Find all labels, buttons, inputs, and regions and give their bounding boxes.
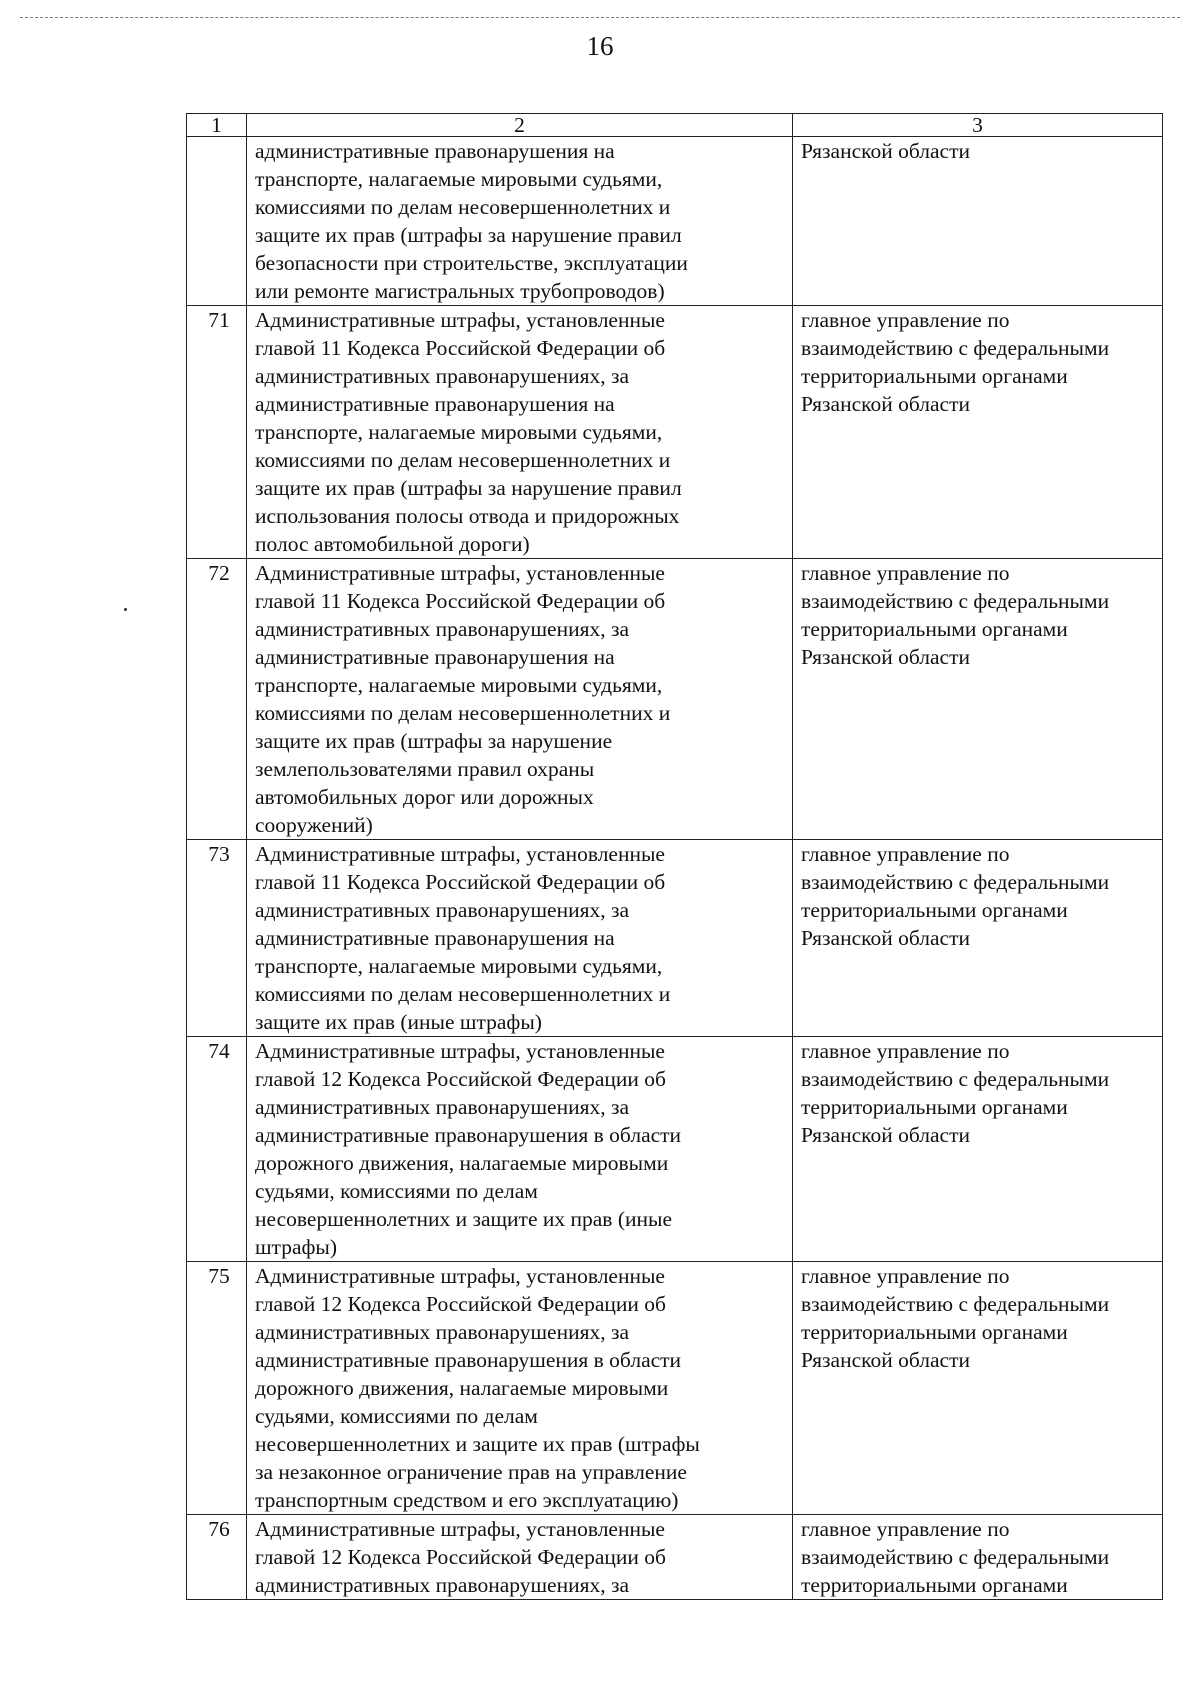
row-number: 75	[187, 1262, 247, 1515]
description-line: комиссиями по делам несовершеннолетних и	[255, 195, 671, 219]
header-col-number: 1	[187, 114, 247, 137]
row-authority	[793, 840, 1163, 1037]
description-line: землепользователями правил охраны	[255, 757, 595, 781]
row-description	[247, 559, 793, 840]
row-number	[187, 137, 247, 306]
description-line: защите их прав (иные штрафы)	[255, 1010, 542, 1034]
authority-line: Рязанской области	[801, 139, 970, 163]
description-line: административных правонарушениях, за	[255, 898, 630, 922]
description-line: безопасности при строительстве, эксплуатации	[255, 251, 688, 275]
description-line: Административные штрафы, установленные	[255, 1264, 665, 1288]
description-line: штрафы)	[255, 1235, 338, 1259]
description-line: Административные штрафы, установленные	[255, 561, 665, 585]
description-line: защите их прав (штрафы за нарушение правил	[255, 223, 682, 247]
description-line: судьями, комиссиями по делам	[255, 1404, 538, 1428]
description-line: Административные штрафы, установленные	[255, 1517, 665, 1541]
description-line: административные правонарушения на	[255, 645, 615, 669]
authority-line: главное управление по	[801, 308, 1010, 332]
row-description	[247, 1515, 793, 1600]
description-line: полос автомобильной дороги)	[255, 532, 530, 556]
table-row	[187, 1515, 1163, 1600]
description-line: несовершеннолетних и защите их прав (штрафы	[255, 1432, 700, 1456]
description-line: транспорте, налагаемые мировыми судьями,	[255, 420, 663, 444]
description-line: главой 12 Кодекса Российской Федерации об	[255, 1067, 666, 1091]
scan-speck	[124, 608, 127, 611]
row-description	[247, 306, 793, 559]
description-line: административных правонарушениях, за	[255, 1320, 630, 1344]
authority-line: Рязанской области	[801, 645, 970, 669]
description-line: административных правонарушениях, за	[255, 617, 630, 641]
description-line: Административные штрафы, установленные	[255, 308, 665, 332]
description-line: Административные штрафы, установленные	[255, 1039, 665, 1063]
authority-line: взаимодействию с федеральными	[801, 1292, 1110, 1316]
description-line: административные правонарушения на	[255, 926, 615, 950]
row-number: 76	[187, 1515, 247, 1600]
table-row	[187, 559, 1163, 840]
table-row	[187, 137, 1163, 306]
description-line: комиссиями по делам несовершеннолетних и	[255, 982, 671, 1006]
description-line: использования полосы отвода и придорожных	[255, 504, 680, 528]
authority-line: территориальными органами	[801, 1573, 1068, 1597]
description-line: за незаконное ограничение прав на управление	[255, 1460, 687, 1484]
row-description	[247, 1037, 793, 1262]
description-line: административных правонарушениях, за	[255, 364, 630, 388]
description-line: административных правонарушениях, за	[255, 1573, 630, 1597]
authority-line: взаимодействию с федеральными	[801, 336, 1110, 360]
description-line: судьями, комиссиями по делам	[255, 1179, 538, 1203]
authority-line: главное управление по	[801, 561, 1010, 585]
authority-line: главное управление по	[801, 1264, 1010, 1288]
description-line: Административные штрафы, установленные	[255, 842, 665, 866]
description-line: административные правонарушения на	[255, 139, 615, 163]
authority-line: территориальными органами	[801, 898, 1068, 922]
row-number: 74	[187, 1037, 247, 1262]
row-authority	[793, 559, 1163, 840]
description-line: дорожного движения, налагаемые мировыми	[255, 1151, 669, 1175]
authority-line: взаимодействию с федеральными	[801, 870, 1110, 894]
row-description	[247, 1262, 793, 1515]
authority-line: территориальными органами	[801, 1095, 1068, 1119]
description-line: главой 12 Кодекса Российской Федерации об	[255, 1292, 666, 1316]
table-row	[187, 306, 1163, 559]
authority-line: главное управление по	[801, 1039, 1010, 1063]
authority-line: Рязанской области	[801, 926, 970, 950]
description-line: защите их прав (штрафы за нарушение правил	[255, 476, 682, 500]
description-line: транспорте, налагаемые мировыми судьями,	[255, 954, 663, 978]
description-line: автомобильных дорог или дорожных	[255, 785, 594, 809]
row-number: 73	[187, 840, 247, 1037]
description-line: комиссиями по делам несовершеннолетних и	[255, 448, 671, 472]
row-number: 71	[187, 306, 247, 559]
row-number: 72	[187, 559, 247, 840]
authority-line: взаимодействию с федеральными	[801, 1545, 1110, 1569]
description-line: транспорте, налагаемые мировыми судьями,	[255, 167, 663, 191]
row-description	[247, 137, 793, 306]
description-line: административных правонарушениях, за	[255, 1095, 630, 1119]
header-col-description: 2	[247, 114, 793, 137]
header-col-authority: 3	[793, 114, 1163, 137]
description-line: главой 12 Кодекса Российской Федерации об	[255, 1545, 666, 1569]
row-authority	[793, 137, 1163, 306]
authority-line: территориальными органами	[801, 364, 1068, 388]
description-line: административные правонарушения в области	[255, 1123, 682, 1147]
description-line: транспорте, налагаемые мировыми судьями,	[255, 673, 663, 697]
authority-line: взаимодействию с федеральными	[801, 1067, 1110, 1091]
description-line: главой 11 Кодекса Российской Федерации об	[255, 589, 666, 613]
description-line: комиссиями по делам несовершеннолетних и	[255, 701, 671, 725]
page-number: 16	[586, 31, 614, 61]
authority-line: Рязанской области	[801, 1123, 970, 1147]
table-row	[187, 1262, 1163, 1515]
description-line: главой 11 Кодекса Российской Федерации об	[255, 336, 666, 360]
row-authority	[793, 1262, 1163, 1515]
table-header-row	[187, 114, 1163, 137]
table-row	[187, 1037, 1163, 1262]
row-description	[247, 840, 793, 1037]
authority-line: главное управление по	[801, 842, 1010, 866]
fines-table	[186, 113, 1163, 1600]
authority-line: территориальными органами	[801, 1320, 1068, 1344]
description-line: транспортным средством и его эксплуатацию)	[255, 1488, 679, 1512]
scan-edge-line	[20, 17, 1180, 18]
description-line: административные правонарушения в области	[255, 1348, 682, 1372]
description-line: несовершеннолетних и защите их прав (иные	[255, 1207, 672, 1231]
authority-line: взаимодействию с федеральными	[801, 589, 1110, 613]
description-line: дорожного движения, налагаемые мировыми	[255, 1376, 669, 1400]
authority-line: территориальными органами	[801, 617, 1068, 641]
authority-line: главное управление по	[801, 1517, 1010, 1541]
description-line: главой 11 Кодекса Российской Федерации об	[255, 870, 666, 894]
description-line: защите их прав (штрафы за нарушение	[255, 729, 613, 753]
description-line: административные правонарушения на	[255, 392, 615, 416]
row-authority	[793, 1037, 1163, 1262]
authority-line: Рязанской области	[801, 1348, 970, 1372]
table-row	[187, 840, 1163, 1037]
description-line: сооружений)	[255, 813, 373, 837]
authority-line: Рязанской области	[801, 392, 970, 416]
row-authority	[793, 1515, 1163, 1600]
description-line: или ремонте магистральных трубопроводов)	[255, 279, 665, 303]
row-authority	[793, 306, 1163, 559]
